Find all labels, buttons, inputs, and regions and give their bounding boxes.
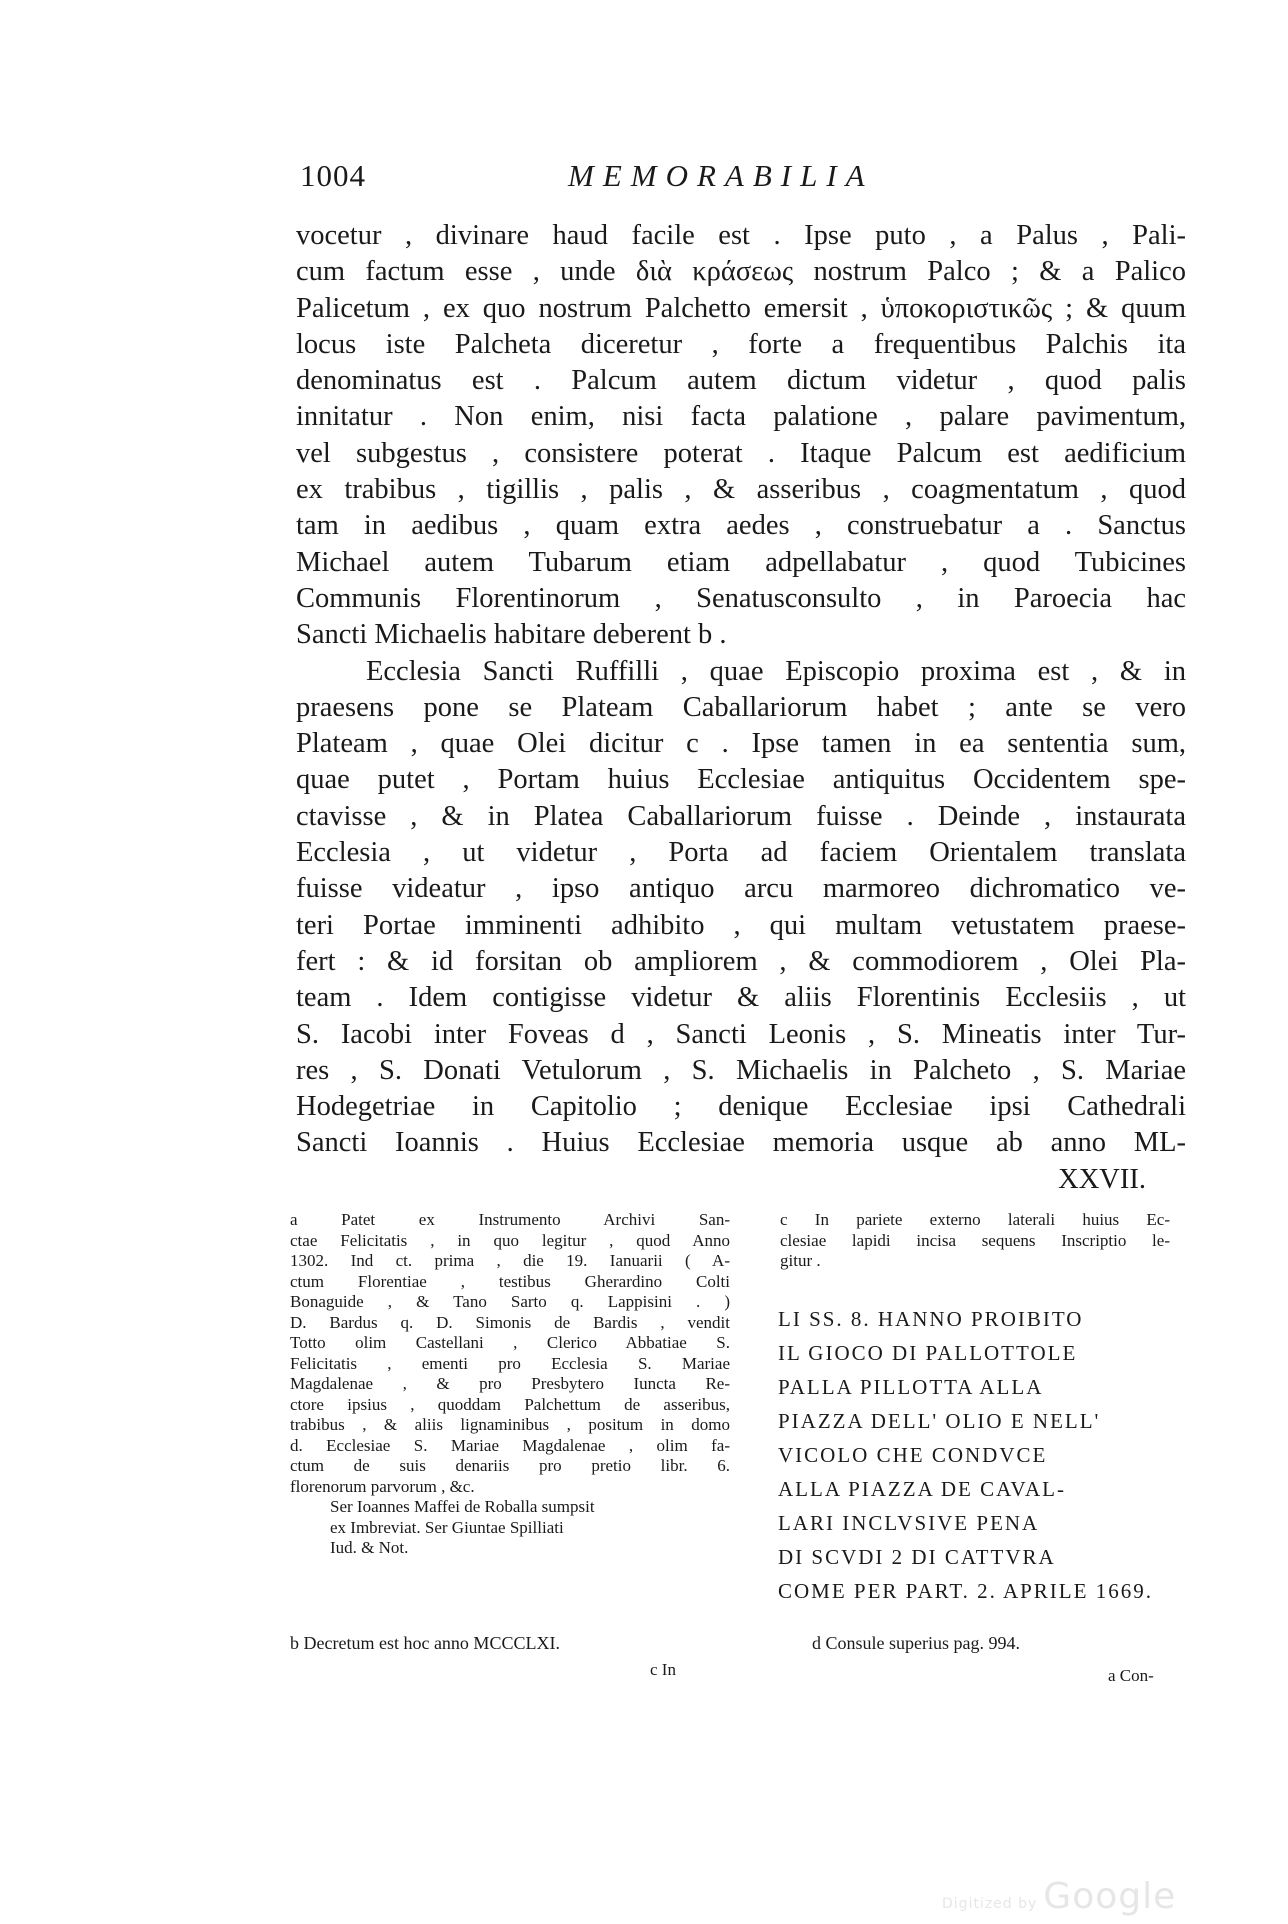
text-line: locus iste Palcheta diceretur , forte a frequentibus Palchis ita <box>296 328 1186 360</box>
text-line: Sancti Michaelis habitare deberent b . <box>296 619 727 651</box>
text-line: praesens pone se Plateam Caballariorum habet ; ante se vero <box>296 691 1186 723</box>
text-line: Sancti Ioannis . Huius Ecclesiae memoria usque ab anno ML- <box>296 1127 1186 1159</box>
watermark-prefix: Digitized by <box>942 1896 1038 1912</box>
text-line: vocetur , divinare haud facile est . Ipse puto , a Palus , Pali- <box>296 220 1186 251</box>
text-line: team . Idem contigisse videtur & aliis Florentinis Ecclesiis , ut <box>296 982 1186 1014</box>
paragraph-start: Ecclesia Sancti Ruffilli , quae Episcopio proxima est , & in <box>366 655 1186 687</box>
inscription-line: VICOLO CHE CONDVCE <box>778 1443 1048 1467</box>
inscription-line: COME PER PART. 2. APRILE 1669. <box>778 1579 1153 1603</box>
footnote-line: Magdalenae , & pro Presbytero Iuncta Re- <box>290 1374 730 1393</box>
footnote-line: trabibus , & aliis lignaminibus , positum in domo <box>290 1415 730 1434</box>
inscription-line: ALLA PIAZZA DE CAVAL- <box>778 1477 1066 1501</box>
text-line: Communis Florentinorum , Senatusconsulto , in Paroecia hac <box>296 582 1186 614</box>
text-line: denominatus est . Palcum autem dictum videtur , quod palis <box>296 365 1186 397</box>
text-line: teri Portae imminenti adhibito , qui multam vetustatem praese- <box>296 909 1186 941</box>
inscription-line: PALLA PILLOTTA ALLA <box>778 1375 1044 1399</box>
footnote-signature: Iud. & Not. <box>330 1538 409 1557</box>
catchword-right: a Con- <box>1108 1666 1154 1685</box>
text-line: ex trabibus , tigillis , palis , & asseribus , coagmentatum , quod <box>296 474 1186 506</box>
watermark-brand: Google <box>1043 1876 1177 1917</box>
text-line: quae putet , Portam huius Ecclesiae antiquitus Occidentem spe- <box>296 764 1186 796</box>
footnote-line: florenorum parvorum , &c. <box>290 1476 475 1496</box>
text-line: innitatur . Non enim, nisi facta palatione , palare pavimentum, <box>296 401 1186 433</box>
footnote-line: ctore ipsius , quoddam Palchettum de asseribus, <box>290 1394 730 1414</box>
text-line: cum factum esse , unde διὰ κράσεως nostrum Palco ; & a Palico <box>296 256 1186 288</box>
text-line: fuisse videatur , ipso antiquo arcu marmoreo dichromatico ve- <box>296 873 1186 905</box>
inscription-line: LARI INCLVSIVE PENA <box>778 1511 1040 1535</box>
text-line: Hodegetriae in Capitolio ; denique Ecclesiae ipsi Cathedrali <box>296 1091 1186 1123</box>
footnote-line: ctae Felicitatis , in quo legitur , quod Anno <box>290 1230 730 1250</box>
footnote-a <box>290 1210 730 1559</box>
footnote-line: d. Ecclesiae S. Mariae Magdalenae , olim fa- <box>290 1435 730 1455</box>
text-line: fert : & id forsitan ob ampliorem , & commodiorem , Olei Pla- <box>296 945 1186 977</box>
footnote-line: D. Bardus q. D. Simonis de Bardis , vendit <box>290 1312 730 1332</box>
main-text <box>296 218 1186 1198</box>
footnote-b: b Decretum est hoc anno MCCCLXI. <box>290 1633 560 1653</box>
text-line-end: XXVII. <box>1058 1163 1146 1195</box>
text-line: res , S. Donati Vetulorum , S. Michaelis in Palcheto , S. Mariae <box>296 1054 1186 1086</box>
footnote-line: Bonaguide , & Tano Sarto q. Lappisini . ) <box>290 1292 730 1311</box>
text-line: ctavisse , & in Platea Caballariorum fuisse . Deinde , instaurata <box>296 800 1186 832</box>
footnote-signature: Ser Ioannes Maffei de Roballa sumpsit <box>330 1497 595 1516</box>
text-line: Ecclesia , ut videtur , Porta ad faciem Orientalem translata <box>296 837 1186 869</box>
text-line: Michael autem Tubarum etiam adpellabatur , quod Tubicines <box>296 546 1186 578</box>
footnote-line: gitur . <box>780 1251 821 1270</box>
catchword-left: c In <box>650 1660 676 1679</box>
footnote-c <box>780 1210 1170 1272</box>
footnote-line: clesiae lapidi incisa sequens Inscriptio le- <box>780 1230 1170 1250</box>
inscription-line: DI SCVDI 2 DI CATTVRA <box>778 1545 1056 1569</box>
page-header <box>300 158 1180 204</box>
footnote-line: a Patet ex Instrumento Archivi San- <box>290 1210 730 1229</box>
footnote-line: c In pariete externo laterali huius Ec- <box>780 1210 1170 1229</box>
text-line: S. Iacobi inter Foveas d , Sancti Leonis , S. Mineatis inter Tur- <box>296 1018 1186 1050</box>
text-line: vel subgestus , consistere poterat . Itaque Palcum est aedificium <box>296 437 1186 469</box>
inscription-line: LI SS. 8. HANNO PROIBITO <box>778 1307 1084 1331</box>
digitization-watermark <box>942 1876 1176 1917</box>
footnote-line: Felicitatis , ementi pro Ecclesia S. Mariae <box>290 1353 730 1373</box>
page-number: 1004 <box>300 158 366 193</box>
footnote-line: 1302. Ind ct. prima , die 19. Ianuarii ( A- <box>290 1251 730 1270</box>
inscription-line: IL GIOCO DI PALLOTTOLE <box>778 1341 1078 1365</box>
footnote-line: ctum Florentiae , testibus Gherardino Colti <box>290 1271 730 1291</box>
footnote-signature: ex Imbreviat. Ser Giuntae Spilliati <box>330 1517 564 1537</box>
text-line: tam in aedibus , quam extra aedes , construebatur a . Sanctus <box>296 510 1186 542</box>
running-title: MEMORABILIA <box>568 158 874 193</box>
inscription-line: PIAZZA DELL' OLIO E NELL' <box>778 1409 1101 1433</box>
inscription-block <box>778 1302 1178 1608</box>
text-line: Palicetum , ex quo nostrum Palchetto emersit , ὑποκοριστικῶς ; & quum <box>296 292 1186 324</box>
footnote-line: ctum de suis denariis pro pretio libr. 6. <box>290 1456 730 1475</box>
footnote-line: Totto olim Castellani , Clerico Abbatiae S. <box>290 1333 730 1352</box>
text-line: Plateam , quae Olei dicitur c . Ipse tamen in ea sententia sum, <box>296 728 1186 760</box>
footnote-d: d Consule superius pag. 994. <box>812 1633 1020 1653</box>
